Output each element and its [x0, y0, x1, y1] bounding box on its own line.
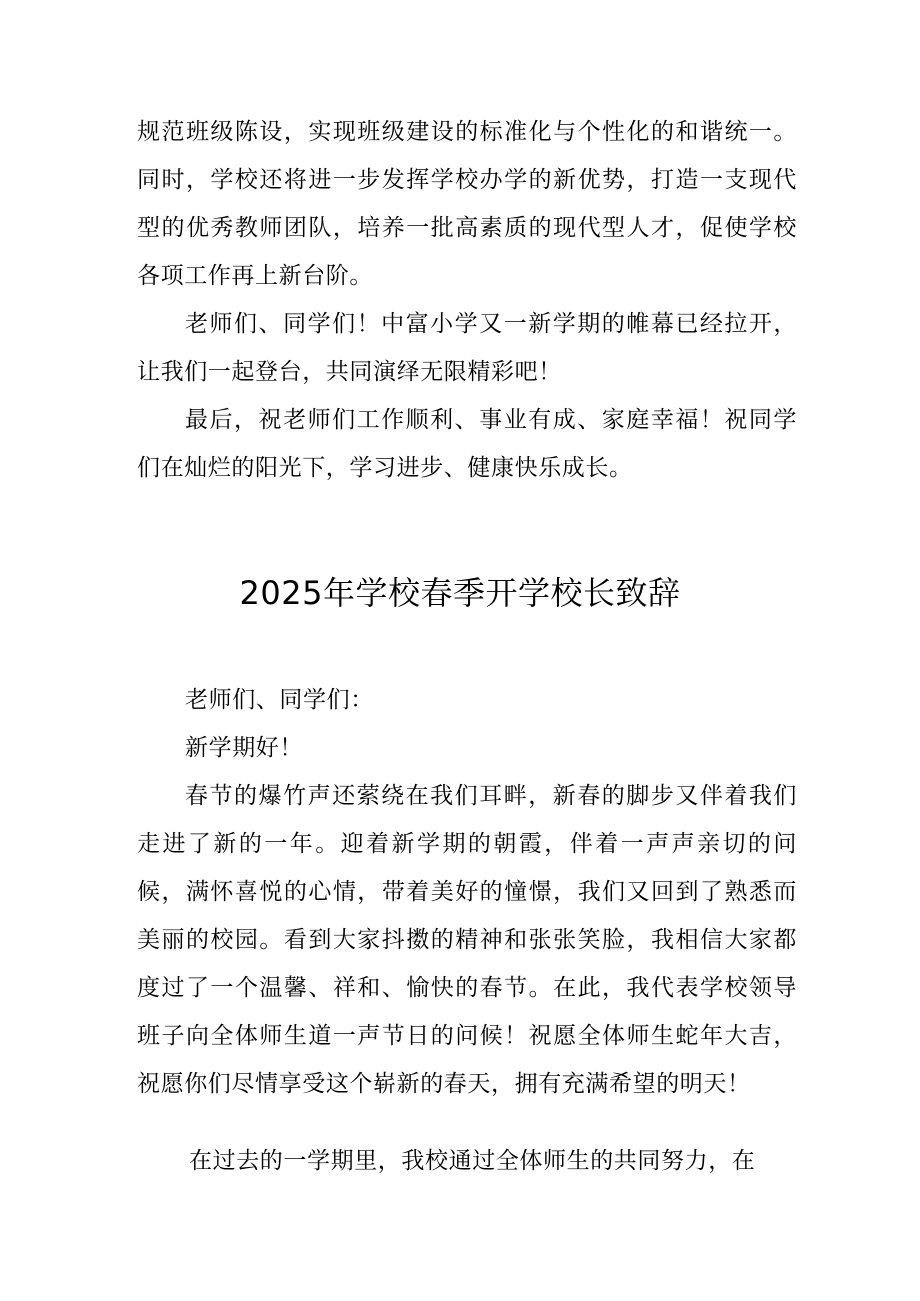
speech-opening: 新学期好！: [185, 735, 303, 761]
speech-greeting: 老师们、同学们：: [185, 687, 374, 713]
speech-title: 2025年学校春季开学校长致辞: [239, 574, 681, 612]
paragraph-call-to-action: 老师们、同学们！中富小学又一新学期的帷幕已经拉开，让我们一起登台，共同演绎无限精彩吧！: [137, 311, 797, 385]
speech-body: [137, 676, 797, 1108]
previous-section-text: [137, 108, 797, 492]
speech-paragraph-spring: 春节的爆竹声还萦绕在我们耳畔，新春的脚步又伴着我们走进了新的一年。迎着新学期的朝霞，伴着一声声亲切的问候，满怀喜悦的心情，带着美好的憧憬，我们又回到了熟悉而美丽的校园。看到大家抖擞的精神和张张笑脸，我相信大家都度过了一个温馨、祥和、愉快的春节。在此，我代表学校领导班子向全体师生道一声节日的问候！祝愿全体师生蛇年大吉，祝愿你们尽情享受这个崭新的春天，拥有充满希望的明天！: [137, 783, 797, 1097]
speech-paragraph-past-term: 在过去的一学期里，我校通过全体师生的共同努力，在: [189, 1148, 756, 1174]
paragraph-continuation: 规范班级陈设，实现班级建设的标准化与个性化的和谐统一。同时，学校还将进一步发挥学校办学的新优势，打造一支现代型的优秀教师团队，培养一批高素质的现代型人才，促使学校各项工作再上新台阶。: [137, 119, 797, 289]
paragraph-closing-wishes: 最后，祝老师们工作顺利、事业有成、家庭幸福！祝同学们在灿烂的阳光下，学习进步、健康快乐成长。: [137, 407, 797, 481]
